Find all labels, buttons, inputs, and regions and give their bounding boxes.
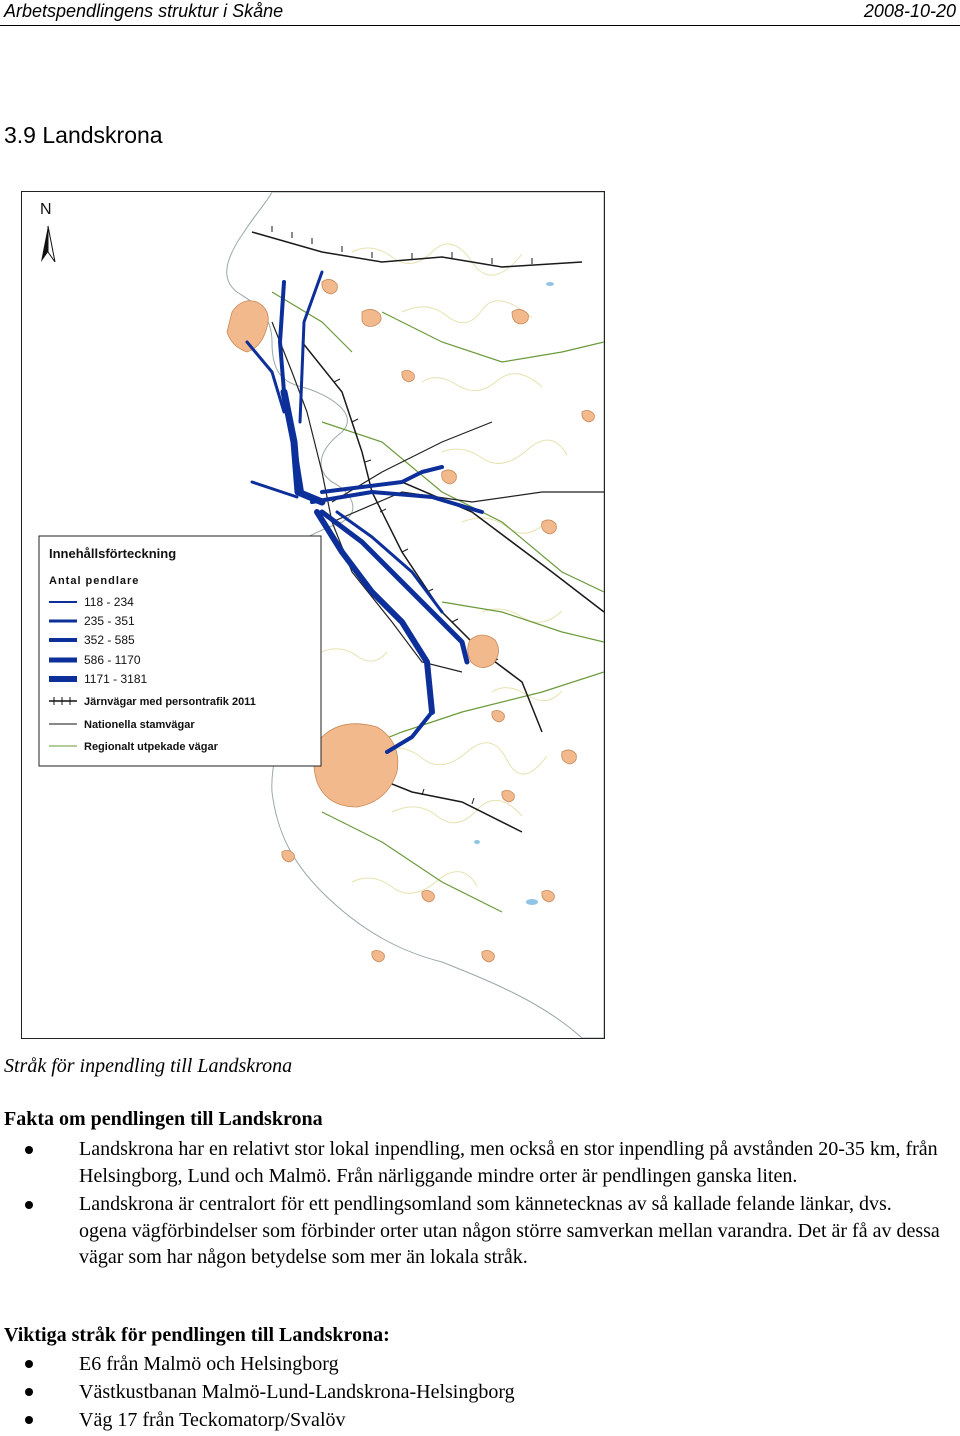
- map-canvas: [22, 192, 604, 1038]
- legend-rail: Järnvägar med persontrafik 2011: [84, 696, 256, 708]
- bullet-icon: [25, 1146, 33, 1154]
- route-text: Väg 17 från Teckomatorp/Svalöv: [79, 1409, 346, 1431]
- map-caption: Stråk för inpendling till Landskrona: [4, 1055, 293, 1077]
- legend-regional-roads: Regionalt utpekade vägar: [84, 741, 218, 753]
- list-item: [0, 1350, 960, 1378]
- page-header: [0, 0, 960, 28]
- facts-heading: Fakta om pendlingen till Landskrona: [4, 1108, 323, 1130]
- bullet-icon: [25, 1416, 33, 1424]
- route-text: E6 från Malmö och Helsingborg: [79, 1353, 339, 1375]
- legend-national-roads: Nationella stamvägar: [84, 719, 195, 731]
- list-item: [0, 1378, 960, 1406]
- legend-class-1: 118 - 234: [84, 595, 134, 609]
- legend-class-4: 586 - 1170: [84, 653, 141, 667]
- routes-list: [0, 1350, 960, 1434]
- legend-class-2: 235 - 351: [84, 614, 135, 628]
- map-legend: [39, 536, 321, 766]
- legend-title: Innehållsförteckning: [49, 546, 177, 561]
- fact-text: Landskrona har en relativt stor lokal inpendling, men också en stor inpendling på avstånden 20-35 km, från Helsingborg, Lund och Malmö. Från närliggande mindre orter är pendlingen ganska liten.: [79, 1138, 938, 1187]
- list-item: [0, 1191, 960, 1271]
- legend-subtitle: Antal pendlare: [49, 575, 140, 587]
- bullet-icon: [25, 1360, 33, 1368]
- document-title: Arbetspendlingens struktur i Skåne: [4, 1, 284, 21]
- document-date: 2008-10-20: [863, 1, 956, 21]
- routes-heading: Viktiga stråk för pendlingen till Landskrona:: [4, 1324, 390, 1346]
- legend-class-3: 352 - 585: [84, 633, 135, 647]
- north-label: N: [40, 201, 52, 218]
- route-text: Västkustbanan Malmö-Lund-Landskrona-Helsingborg: [79, 1381, 515, 1403]
- commuting-map: [21, 191, 605, 1039]
- bullet-icon: [25, 1201, 33, 1209]
- fact-text: Landskrona är centralort för ett pendlingsomland som kännetecknas av så kallade felande länkar, dvs. ogena vägförbindelser som förbinder orter utan någon större samverkan mellan varandra. Det är få av dessa vägar som har någon betydelse som mer än lokala stråk.: [79, 1193, 940, 1268]
- section-title: 3.9 Landskrona: [4, 122, 163, 148]
- header-rule: [0, 25, 960, 26]
- legend-class-5: 1171 - 3181: [84, 672, 148, 686]
- list-item: [0, 1406, 960, 1434]
- list-item: [0, 1136, 960, 1189]
- bullet-icon: [25, 1388, 33, 1396]
- facts-list: [0, 1136, 960, 1273]
